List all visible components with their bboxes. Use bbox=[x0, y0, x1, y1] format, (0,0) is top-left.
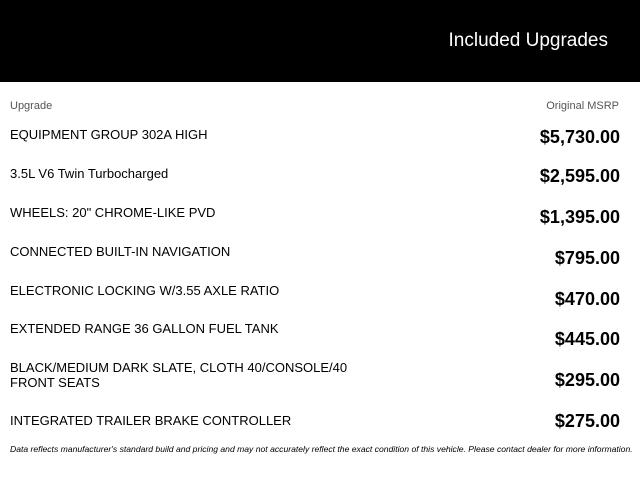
upgrade-price: $445.00 bbox=[554, 329, 620, 349]
upgrade-price: $275.00 bbox=[554, 411, 620, 431]
upgrade-name: WHEELS: 20" CHROME-LIKE PVD bbox=[10, 205, 216, 220]
upgrade-price: $470.00 bbox=[554, 289, 620, 309]
upgrade-name: EQUIPMENT GROUP 302A HIGH bbox=[10, 127, 208, 142]
upgrade-name: ELECTRONIC LOCKING W/3.55 AXLE RATIO bbox=[10, 283, 280, 298]
upgrade-name: CONNECTED BUILT-IN NAVIGATION bbox=[10, 244, 231, 259]
upgrade-name: INTEGRATED TRAILER BRAKE CONTROLLER bbox=[10, 413, 292, 428]
upgrade-name: 3.5L V6 Twin Turbocharged bbox=[10, 166, 169, 181]
upgrade-name: BLACK/MEDIUM DARK SLATE, CLOTH 40/CONSOLE/40 FRONT SEATS bbox=[10, 360, 348, 390]
upgrade-price: $1,395.00 bbox=[539, 207, 620, 227]
disclaimer-note: Data reflects manufacturer's standard build and pricing and may not accurately reflect the exact condition of this vehicle. Please contact dealer for more information. bbox=[10, 444, 633, 454]
column-header-msrp: Original MSRP bbox=[546, 100, 619, 112]
header-bar bbox=[0, 0, 640, 82]
column-header-upgrade: Upgrade bbox=[10, 100, 53, 112]
upgrade-price: $5,730.00 bbox=[539, 127, 620, 147]
upgrade-price: $2,595.00 bbox=[539, 166, 620, 186]
page-title: Included Upgrades bbox=[448, 30, 608, 51]
upgrade-price: $295.00 bbox=[554, 370, 620, 390]
upgrade-price: $795.00 bbox=[554, 248, 620, 268]
upgrade-name: EXTENDED RANGE 36 GALLON FUEL TANK bbox=[10, 321, 279, 336]
